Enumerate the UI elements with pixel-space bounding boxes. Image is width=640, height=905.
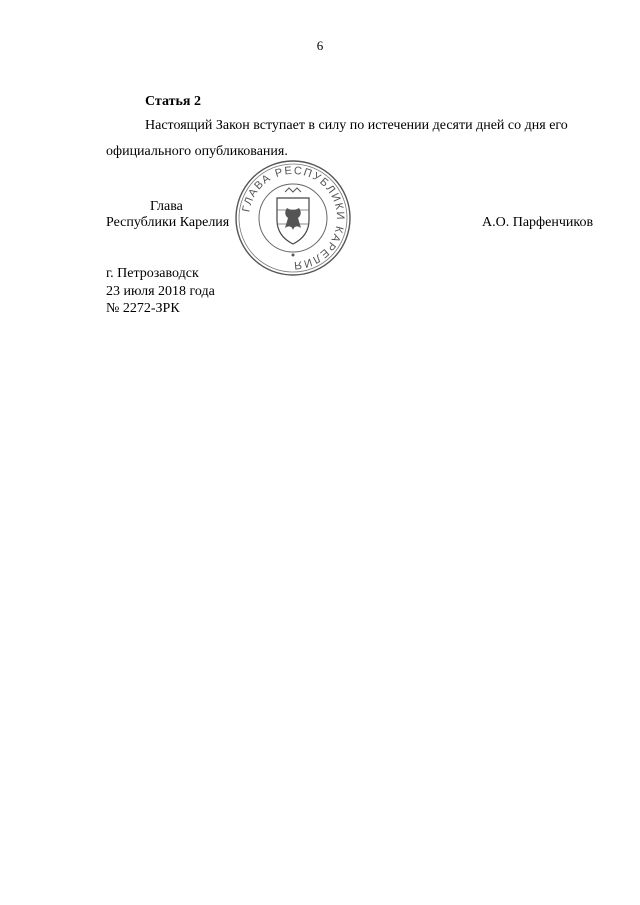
signatory-name: А.О. Парфенчиков: [482, 215, 594, 230]
article-text-line-2: официального опубликования.: [106, 144, 288, 159]
footer-city: г. Петрозаводск: [106, 266, 199, 281]
seal-text: ГЛАВА РЕСПУБЛИКИ КАРЕЛИЯ: [240, 164, 347, 272]
official-seal-icon: [233, 158, 353, 278]
page-number: 6: [316, 38, 324, 53]
signatory-title-line-2: Республики Карелия: [106, 215, 230, 230]
article-text-line-1: Настоящий Закон вступает в силу по истечении десяти дней со дня его: [145, 118, 568, 133]
signatory-title-line-1: Глава: [150, 199, 183, 214]
article-heading: Статья 2: [145, 94, 201, 109]
footer-date: 23 июля 2018 года: [106, 284, 215, 299]
footer-law-number: № 2272-ЗРК: [106, 301, 180, 316]
